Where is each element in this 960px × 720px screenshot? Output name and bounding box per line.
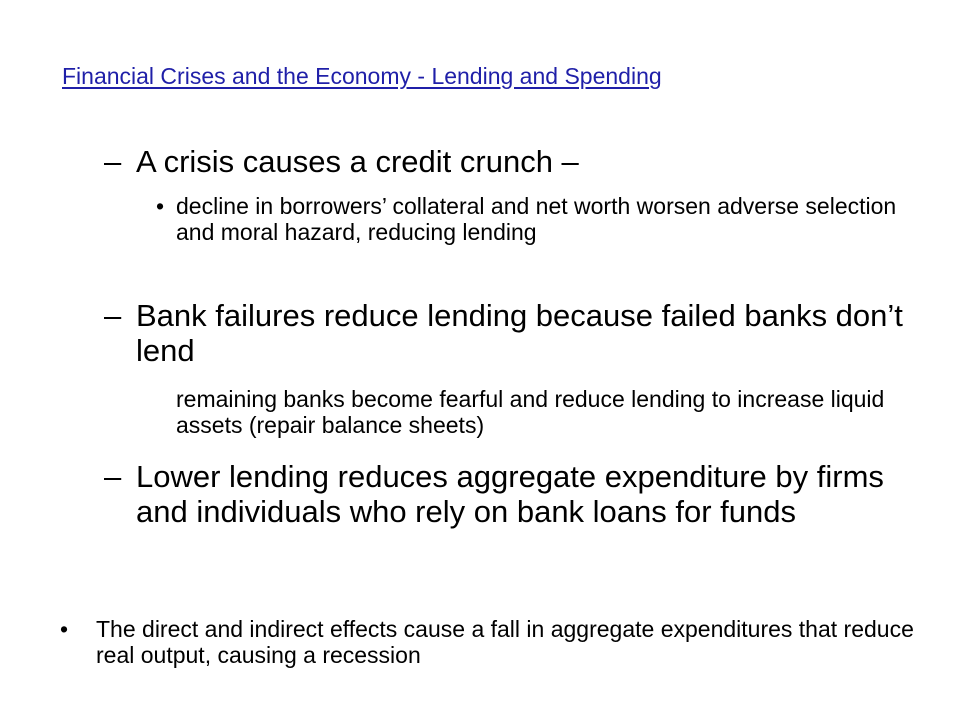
bullet-item-collateral	[156, 193, 936, 245]
dash-marker: –	[104, 459, 122, 494]
slide-title-link[interactable]: Financial Crises and the Economy - Lending and Spending	[62, 63, 662, 89]
item-text: Lower lending reduces aggregate expenditure by firms and individuals who rely on bank loans for funds	[136, 459, 884, 529]
dash-marker: –	[104, 298, 122, 333]
item-text: decline in borrowers’ collateral and net worth worsen adverse selection and moral hazard, reducing lending	[176, 193, 897, 245]
bullet-marker: •	[60, 616, 69, 642]
bullet-marker: •	[156, 193, 165, 219]
dash-item-lower-lending	[104, 459, 936, 529]
dash-item-bank-failures	[104, 298, 936, 368]
item-text: A crisis causes a credit crunch –	[136, 144, 579, 179]
bullet-item-direct-indirect	[60, 616, 916, 668]
sub-item-remaining-banks	[176, 386, 916, 438]
item-text: Bank failures reduce lending because failed banks don’t lend	[136, 298, 903, 368]
dash-marker: –	[104, 144, 122, 179]
dash-item-credit-crunch	[104, 144, 936, 179]
item-text: The direct and indirect effects cause a fall in aggregate expenditures that reduce real output, causing a recession	[96, 616, 914, 668]
item-text: remaining banks become fearful and reduce lending to increase liquid assets (repair balance sheets)	[176, 386, 885, 438]
